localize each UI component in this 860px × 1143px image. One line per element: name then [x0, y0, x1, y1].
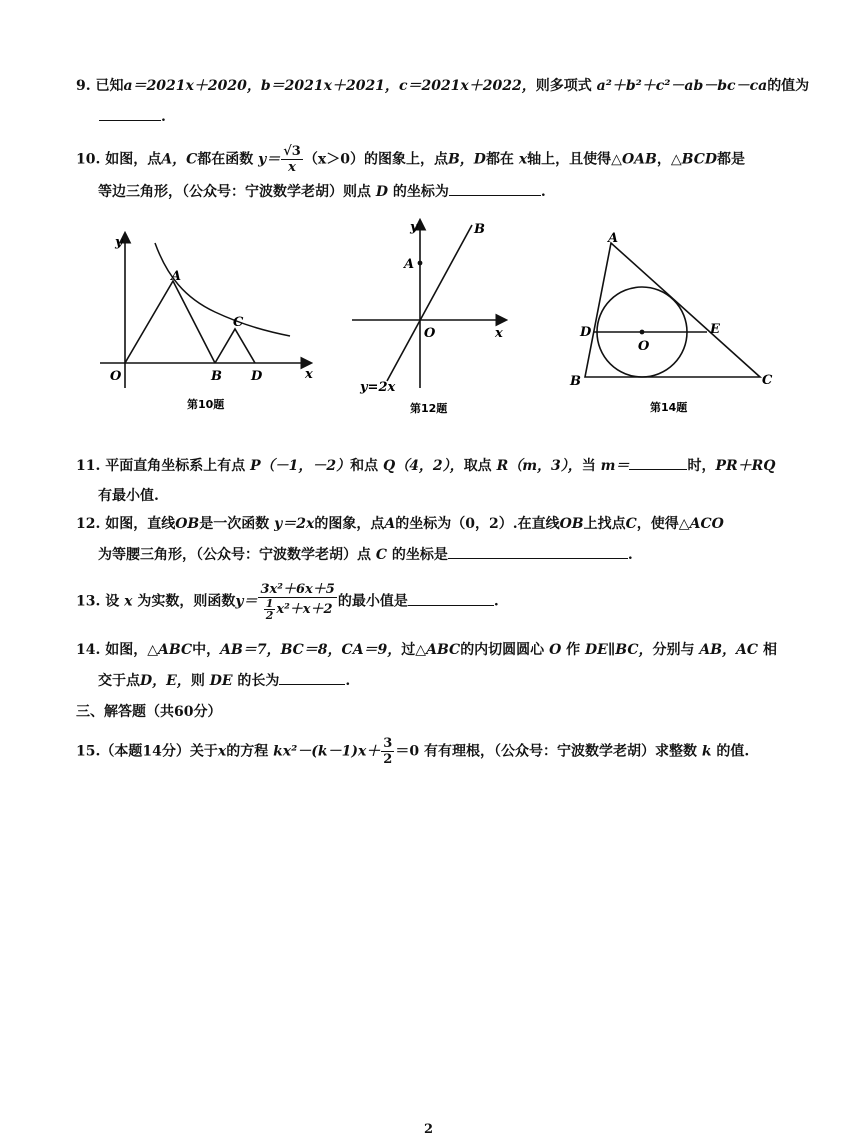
figure-14	[560, 225, 790, 420]
q12-c: C	[625, 516, 637, 532]
q12-a: A	[384, 516, 396, 532]
fig12-caption: 第12题	[410, 402, 448, 415]
q9-pre: 已知	[95, 78, 124, 94]
q15-frac-num: 3	[383, 736, 393, 751]
q11-number: 11.	[76, 458, 101, 474]
q11-q: Q（4，2），	[383, 458, 464, 474]
q9-text: 则多项式	[535, 78, 592, 94]
q15-k: k	[701, 743, 712, 760]
q10-line2-text: 等边三角形，（公众号：宁波数学老胡）则点	[98, 184, 371, 200]
q9-answer-line	[76, 106, 796, 127]
q12-line2a: 为等腰三角形，（公众号：宁波数学老胡）点	[98, 547, 371, 563]
q9-b-def: b＝2021x＋2021，	[260, 78, 399, 94]
figure-12	[340, 213, 520, 423]
q14-number: 14.	[76, 642, 101, 658]
q10-answer-blank[interactable]	[449, 181, 541, 196]
q9-c-def: c＝2021x＋2022，	[398, 78, 536, 94]
fig14-label-d: D	[580, 325, 592, 340]
fig10-label-x: x	[305, 367, 313, 382]
q12-t4: 的坐标为（0，2）.在直线	[395, 516, 560, 532]
q13-end: .	[493, 593, 499, 610]
q14-ca: CA＝9，	[341, 642, 402, 658]
q10-t7: 都是	[717, 151, 746, 168]
q14-t3: 过△	[401, 642, 427, 658]
q11-and: 和点	[350, 458, 379, 474]
q9-end: .	[161, 109, 166, 125]
q14-end: .	[345, 673, 351, 689]
q11-m: m＝	[600, 458, 630, 474]
q15-number: 15.	[76, 743, 101, 760]
q14-line2	[98, 670, 818, 691]
q14-t2: 中，	[192, 642, 221, 658]
fig10-caption: 第10题	[187, 398, 225, 411]
q10-t1: 如图，点	[105, 151, 162, 168]
q9-tail: 的值为	[767, 78, 810, 94]
fig10-label-b: B	[211, 369, 222, 384]
q14-t7: 相	[762, 642, 777, 658]
fig14-center-o	[640, 330, 645, 335]
question-10	[76, 144, 796, 175]
q12-t1: 如图，直线	[105, 516, 176, 532]
q13-number: 13.	[76, 593, 101, 610]
fig10-label-d: D	[251, 369, 263, 384]
q11-text: 平面直角坐标系上有点	[105, 458, 246, 474]
q9-number: 9.	[76, 78, 91, 94]
q12-answer-blank[interactable]	[448, 544, 628, 559]
q13-den-half-den: 2	[265, 609, 274, 622]
q9-answer-blank[interactable]	[99, 106, 161, 121]
q11-take: 取点	[463, 458, 492, 474]
q12-t6: ，使得△	[636, 516, 690, 532]
q10-end: .	[540, 184, 546, 200]
fig10-label-o: O	[110, 369, 122, 384]
q14-t5: 作	[566, 642, 581, 658]
q10-t3: 的图象上，点	[363, 151, 448, 168]
q13-t1: 设	[105, 593, 120, 610]
q11-when: 当	[581, 458, 596, 474]
q13-numerator: 3x²＋6x＋5	[260, 582, 335, 597]
q10-frac-den: x	[288, 160, 296, 175]
fig14-label-b: B	[570, 374, 581, 389]
fig12-label-x: x	[495, 326, 503, 341]
fig14-caption: 第14题	[650, 401, 688, 414]
q12-ob2: OB	[559, 516, 584, 532]
q11-line2	[98, 486, 818, 506]
q10-cond: （x＞0）	[303, 151, 364, 168]
fig12-label-b: B	[474, 222, 485, 237]
q14-abc2: ABC	[426, 642, 461, 658]
q14-line2b: 则	[190, 673, 205, 689]
q10-tri1: OAB	[621, 151, 657, 168]
q11-answer-blank[interactable]	[629, 455, 687, 470]
q13-y: y＝	[235, 593, 258, 610]
q10-t2: 都在函数	[197, 151, 254, 168]
q14-o: O	[549, 642, 562, 658]
q14-t6: 分别与	[652, 642, 695, 658]
q15-t2: 的方程	[226, 743, 269, 760]
q12-t5: 上找点	[583, 516, 626, 532]
question-12	[76, 514, 796, 534]
q13-den-half-num: 1	[265, 597, 274, 610]
fig10-triangle-oab	[125, 281, 215, 363]
q13-answer-blank[interactable]	[408, 591, 494, 606]
q15-eq-tail: ＝0	[395, 743, 420, 760]
fig14-triangle-abc	[585, 243, 760, 377]
q13-fraction	[258, 582, 336, 621]
figure-10	[95, 228, 320, 418]
q14-bc: BC＝8，	[280, 642, 342, 658]
q12-line2b: 的坐标是	[391, 547, 448, 563]
fig12-label-line: y=2x	[360, 380, 396, 395]
q15-frac-den: 2	[383, 752, 393, 767]
q14-t1: 如图，△	[105, 642, 159, 658]
q14-t4: 的内切圆圆心	[460, 642, 545, 658]
q14-de: DE∥BC，	[585, 642, 653, 658]
q10-point-d: D	[375, 184, 389, 200]
q10-fraction	[281, 144, 303, 175]
section-3-heading: 三、解答题（共60分）	[76, 704, 222, 720]
q14-line2c: 的长为	[237, 673, 280, 689]
question-14	[76, 640, 796, 660]
q10-t4: 都在	[485, 151, 514, 168]
q12-c2: C	[375, 547, 388, 563]
q9-poly: a²＋b²＋c²－ab－bc－ca	[596, 78, 768, 94]
q13-tail: 的最小值是	[337, 593, 408, 610]
q11-tail: 时，	[687, 458, 716, 474]
q10-points-bd: B，D	[447, 151, 486, 168]
q13-den-rest: x²＋x＋2	[276, 602, 333, 617]
fig10-label-a: A	[171, 269, 182, 284]
q10-points-ac: A，C	[161, 151, 198, 168]
q10-t5: 轴上，且使得△	[527, 151, 622, 168]
q11-p: P（－1，－2）	[250, 458, 351, 474]
q12-t2: 是一次函数	[199, 516, 270, 532]
q13-denominator	[261, 598, 335, 621]
question-9	[76, 76, 810, 96]
q11-r: R（m，3），	[496, 458, 582, 474]
q14-de2: D，E，	[140, 673, 191, 689]
q12-number: 12.	[76, 516, 101, 532]
q10-x-axis: x	[518, 151, 528, 168]
q15-t4: 的值.	[716, 743, 750, 760]
page-number: 2	[424, 1122, 434, 1137]
fig12-point-a	[418, 261, 423, 266]
q10-t6: ，△	[656, 151, 682, 168]
q15-fraction	[381, 736, 394, 767]
q10-tri2: BCD	[681, 151, 718, 168]
fig12-line-ob	[387, 225, 472, 381]
q13-den-half	[264, 598, 276, 621]
question-13	[76, 582, 796, 621]
q13-x: x	[124, 593, 133, 610]
fig12-label-o: O	[424, 326, 436, 341]
q10-line2	[98, 181, 818, 202]
q12-line2	[98, 544, 818, 565]
q14-de3: DE	[209, 673, 233, 689]
q15-eq: kx²－(k－1)x＋	[273, 743, 381, 760]
q12-end: .	[627, 547, 633, 563]
fig10-label-c: C	[233, 315, 244, 330]
q12-ob: OB	[175, 516, 200, 532]
fig12-label-y: y	[410, 220, 418, 235]
q14-abc: ABC	[158, 642, 193, 658]
q15-t3: 有有理根，（公众号：宁波数学老胡）求整数	[423, 743, 697, 760]
q10-frac-num: √3	[283, 144, 301, 159]
q15-x: x	[217, 743, 227, 760]
q10-line2-tail: 的坐标为	[392, 184, 449, 200]
q14-line2a: 交于点	[98, 673, 140, 689]
question-11	[76, 455, 796, 476]
q12-func: y＝2x	[274, 516, 315, 532]
q14-ab: AB＝7，	[220, 642, 281, 658]
q15-t1: （本题14分）关于	[100, 743, 218, 760]
q11-expr: PR＋RQ	[715, 458, 776, 474]
fig14-label-a: A	[608, 231, 619, 246]
q12-t3: 的图象，点	[314, 516, 385, 532]
fig10-triangle-bcd	[215, 329, 255, 363]
q12-aco: ACO	[689, 516, 724, 532]
q10-func-y: y＝	[258, 151, 281, 168]
q9-a-def: a＝2021x＋2020，	[123, 78, 261, 94]
q14-answer-blank[interactable]	[279, 670, 345, 685]
fig14-label-o: O	[638, 339, 650, 354]
fig12-label-a: A	[404, 257, 415, 272]
question-15	[76, 736, 796, 767]
q14-ab-ac: AB，AC	[699, 642, 759, 658]
fig10-label-y: y	[115, 235, 123, 250]
q10-number: 10.	[76, 151, 101, 168]
q13-t2: 为实数，则函数	[137, 593, 236, 610]
fig14-label-e: E	[710, 322, 720, 337]
fig14-label-c: C	[762, 373, 773, 388]
q11-line2-text: 有最小值.	[98, 488, 159, 504]
fig10-hyperbola	[155, 243, 290, 336]
